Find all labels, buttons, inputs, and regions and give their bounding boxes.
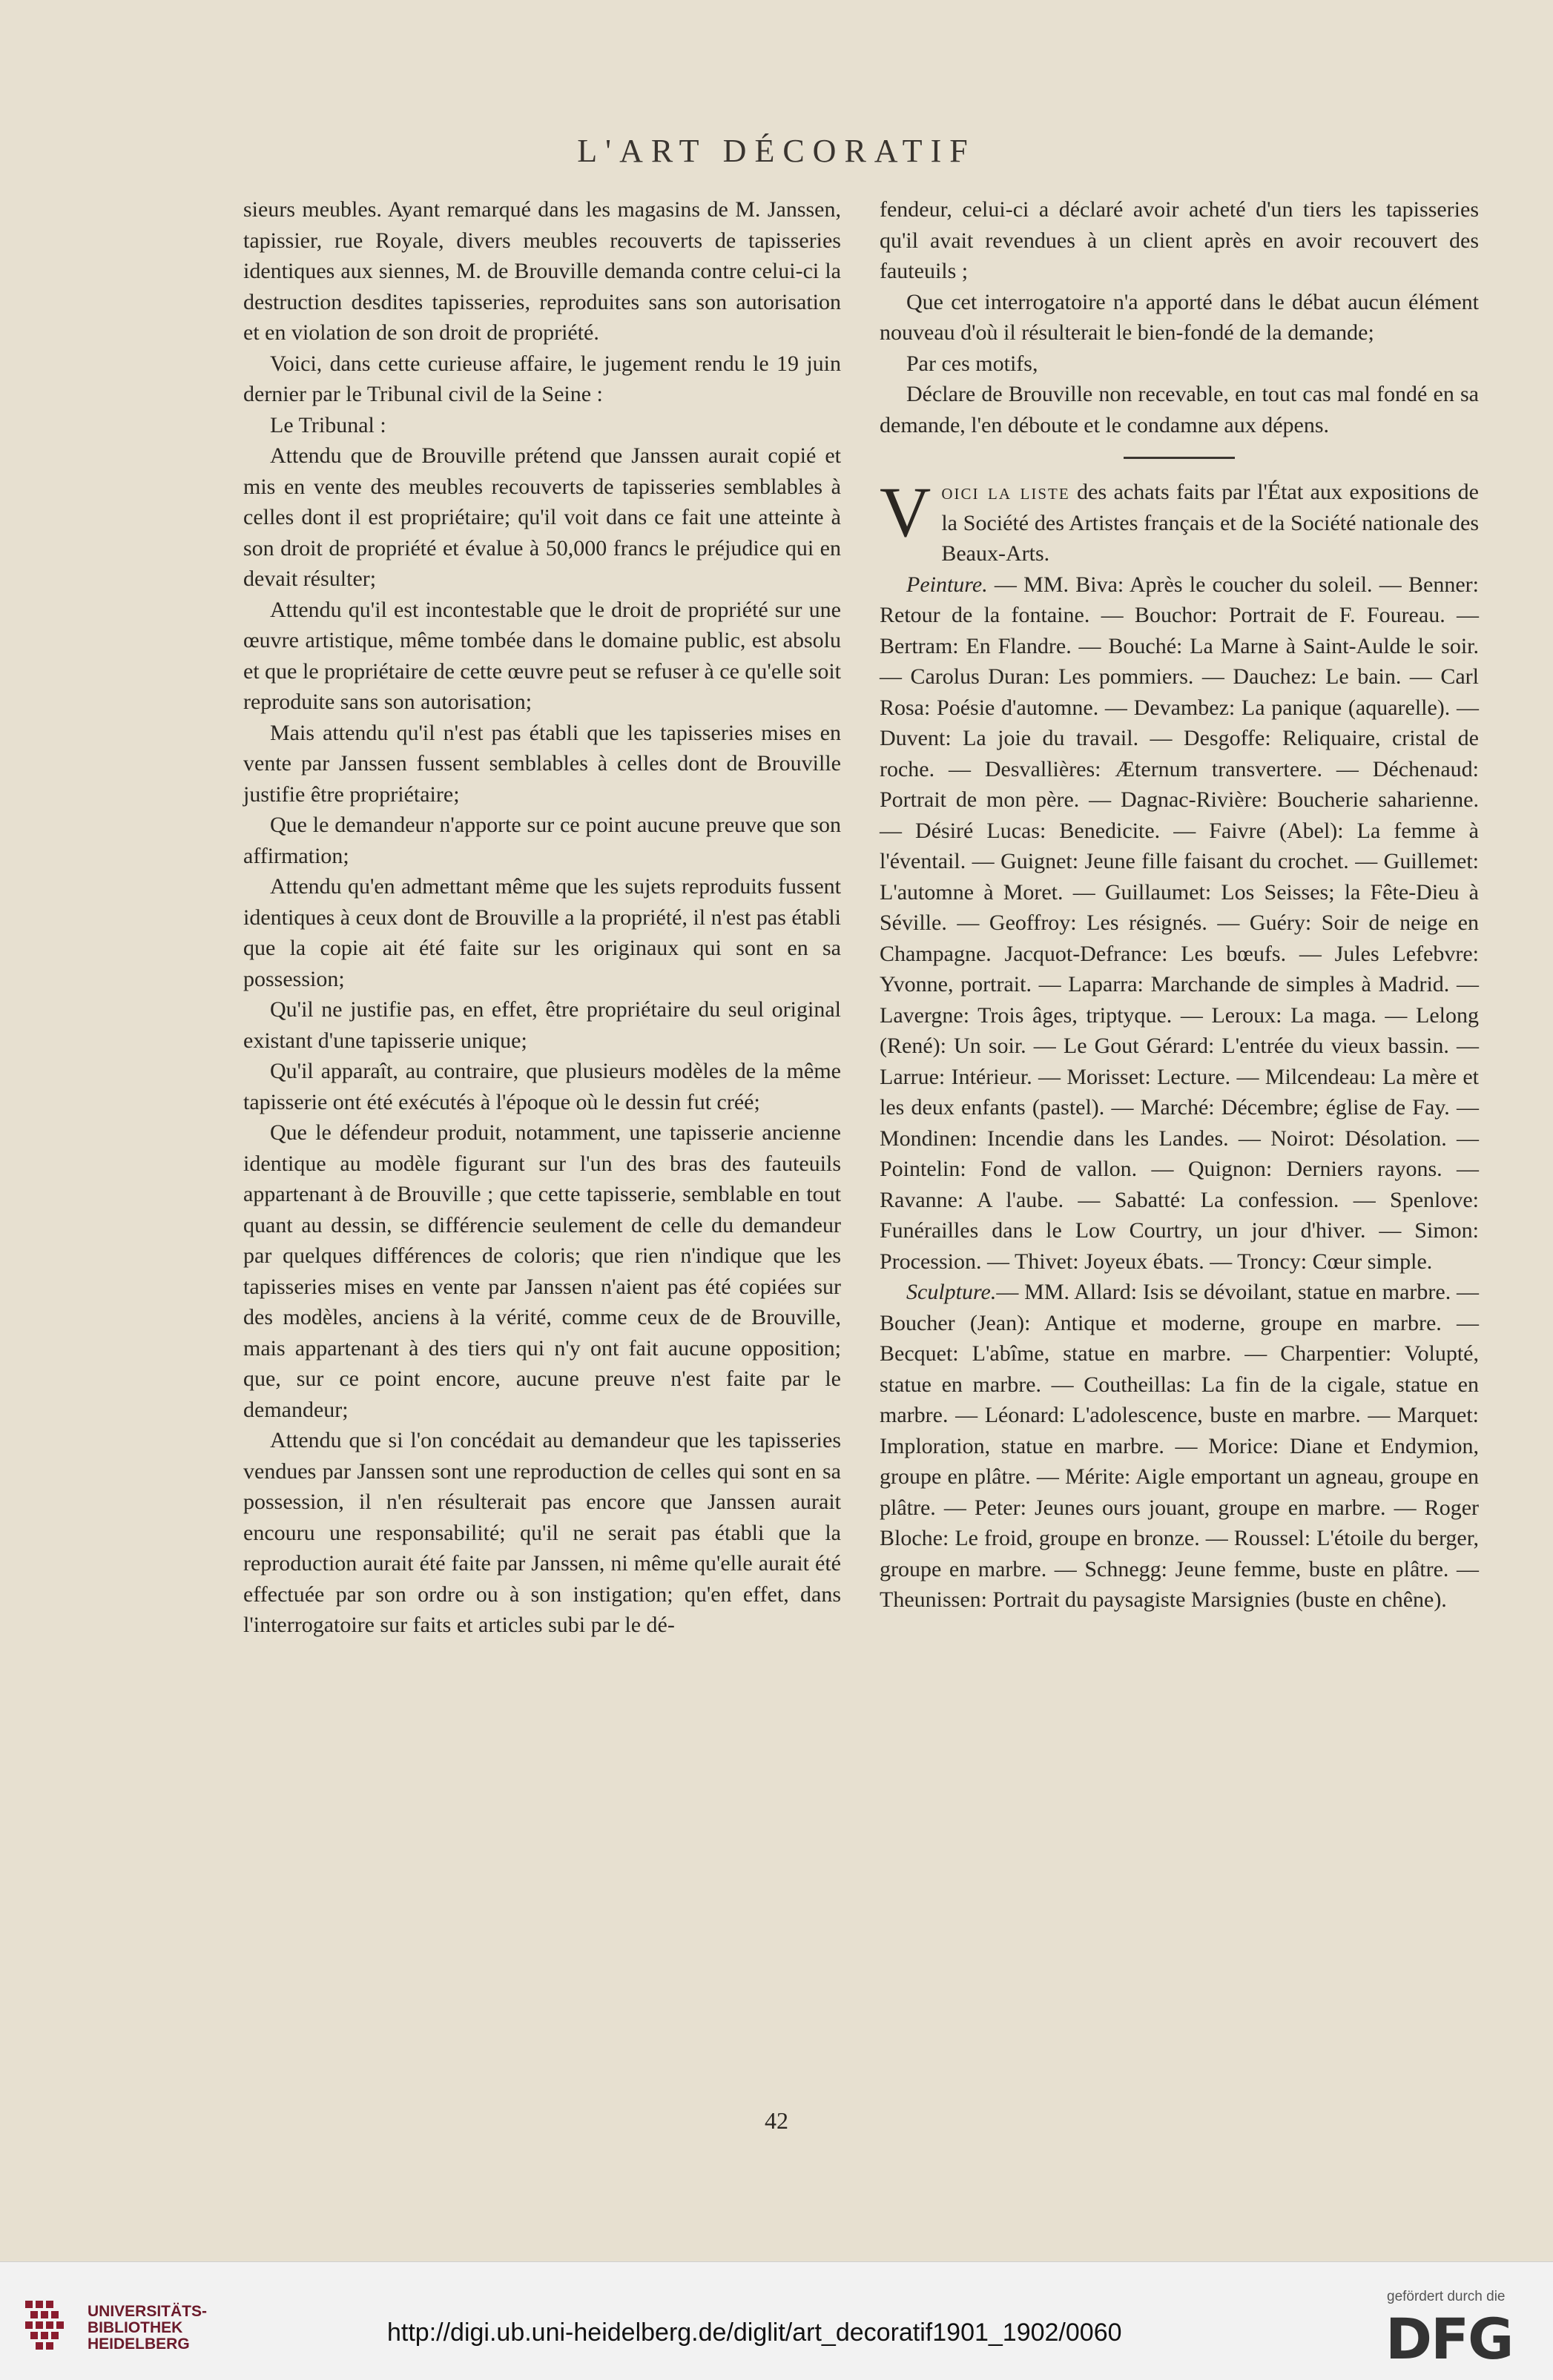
paragraph: fendeur, celui-ci a déclaré avoir acheté d'un tiers les tapisseries qu'il avait revendues à un client après en avoir recouvert des fauteuils ;	[880, 197, 1479, 283]
drop-cap: V	[880, 472, 932, 552]
permalink-url[interactable]: http://digi.ub.uni-heidelberg.de/diglit/art_decoratif1901_1902/0060	[387, 2318, 1122, 2347]
paragraph: sieurs meubles. Ayant remarqué dans les magasins de M. Janssen, tapissier, rue Royale, divers meubles recouverts de tapisseries identiques aux siennes, M. de Brouville demanda contre celui-ci la destruction desdites tapisseries, reproduites sans son autorisation et en violation de son droit de propriété.	[243, 197, 841, 345]
notice-text: des achats faits par l'État aux expositions de la Société des Artistes français et de la Société nationale des Beaux-Arts.	[941, 480, 1479, 566]
sculpture-list	[880, 1277, 1479, 1616]
right-column	[880, 194, 1479, 1616]
paragraph: Que le demandeur n'apporte sur ce point aucune preuve que son affirmation;	[243, 813, 841, 868]
library-name-line: UNIVERSITÄTS-	[88, 2303, 208, 2320]
paragraph: Qu'il ne justifie pas, en effet, être propriétaire du seul original existant d'une tapisserie unique;	[243, 997, 841, 1053]
viewer-footer	[0, 2261, 1553, 2380]
painting-list	[880, 569, 1479, 1277]
paragraph: Que le défendeur produit, notamment, une tapisserie ancienne identique au modèle figurant sur l'un des bras des fauteuils appartenant à de Brouville ; que cette tapisserie, semblable en tout quant au dessin, se différencie seulement de celle du demandeur par quelques différences de coloris; que rien n'indique que les tapisseries mises en vente par Janssen n'aient pas été copiées sur des modèles, anciens à la vérité, comme ceux de de Brouville, mais appartenant à des tiers qui n'y ont fait aucune opposition; que, sur ce point encore, aucune preuve n'est faite par le demandeur;	[243, 1120, 841, 1422]
paragraph: Par ces motifs,	[906, 351, 1038, 376]
dfg-logo: DFG	[1385, 2306, 1513, 2372]
painting-text: — MM. Biva: Après le coucher du soleil. — Benner: Retour de la fontaine. — Bouchor: Portrait de F. Foureau. — Bertram: En Flandre. — Bouché: La Marne à Saint-Aulde le soir. — Carolus Duran: Les pommiers. — Dauchez: Le bain. — Carl Rosa: Poésie d'automne. — Devambez: La panique (aquarelle). — Duvent: La joie du travail. — Desgoffe: Reliquaire, cristal de roche. — Desvallières: Æternum transvertere. — Déchenaud: Portrait de mon père. — Dagnac-Rivière: Boucherie saharienne. — Désiré Lucas: Benedicite. — Faivre (Abel): La femme à l'éventail. — Guignet: Jeune fille faisant du crochet. — Guillemet: L'automne à Moret. — Guillaumet: Los Seisses; la Fête-Dieu à Séville. — Geoffroy: Les résignés. — Guéry: Soir de neige en Champagne. Jacquot-Defrance: Les bœufs. — Jules Lefebvre: Yvonne, portrait. — Laparra: Marchande de simples à Madrid. — Lavergne: Trois âges, triptyque. — Leroux: La maga. — Lelong (René): Un soir. — Le Gout Gérard: L'entrée du vieux bassin. — Larrue: Intérieur. — Morisset: Lecture. — Milcendeau: La mère et les deux enfants (pastel). — Marché: Décembre; église de Fay. — Mondinen: Incendie dans les Landes. — Noirot: Désolation. — Pointelin: Fond de vallon. — Quignon: Derniers rayons. — Ravanne: A l'aube. — Sabatté: La confession. — Spenlove: Funérailles dans le Low Courtry, un jour d'hiver. — Simon: Procession. — Thivet: Joyeux ébats. — Troncy: Cœur simple.	[880, 572, 1479, 1274]
paragraph: Voici, dans cette curieuse affaire, le jugement rendu le 19 juin dernier par le Tribunal civil de la Seine :	[243, 351, 841, 406]
sculpture-label: Sculpture.	[906, 1280, 997, 1304]
paragraph: Déclare de Brouville non recevable, en tout cas mal fondé en sa demande, l'en déboute et le condamne aux dépens.	[880, 382, 1479, 437]
running-title: L'ART DÉCORATIF	[577, 133, 976, 169]
notice-lead: oici la liste	[941, 480, 1070, 504]
library-name-line: HEIDELBERG	[88, 2336, 190, 2353]
paragraph: Attendu que si l'on concédait au demandeur que les tapisseries vendues par Janssen sont une reproduction de celles qui sont en sa possession, il n'en résulterait pas encore que Janssen aurait encouru une responsabilité; qu'il ne serait pas établi que la reproduction aurait été faite par Janssen, ni même qu'elle aurait été effectuée par son ordre ou à son instigation; qu'en effet, dans l'interrogatoire sur faits et articles subi par le dé-	[243, 1428, 841, 1637]
purchase-notice	[880, 472, 1479, 569]
paragraph: Qu'il apparaît, au contraire, que plusieurs modèles de la même tapisserie ont été exécutés à l'époque où le dessin fut créé;	[243, 1059, 841, 1114]
paragraph: Attendu qu'il est incontestable que le droit de propriété sur une œuvre artistique, même tombée dans le domaine public, est absolu et que le propriétaire de cette œuvre peut se refuser à ce qu'elle soit reproduite sans son autorisation;	[243, 597, 841, 714]
paragraph: Mais attendu qu'il n'est pas établi que les tapisseries mises en vente par Janssen fussent semblables à celles dont de Brouville justifie être propriétaire;	[243, 720, 841, 807]
paragraph: Attendu que de Brouville prétend que Janssen aurait copié et mis en vente des meubles recouverts de tapisseries semblables à celles dont il est propriétaire; qu'il voit dans ce fait une atteinte à son droit de propriété et évalue à 50,000 francs le préjudice qui en devait résulter;	[243, 443, 841, 591]
painting-label: Peinture.	[906, 572, 988, 597]
sculpture-text: — MM. Allard: Isis se dévoilant, statue en marbre. — Boucher (Jean): Antique et moderne, groupe en marbre. — Becquet: L'abîme, statue en marbre. — Charpentier: Volupté, statue en marbre. — Coutheillas: La fin de la cigale, statue en marbre. — Léonard: L'adolescence, buste en marbre. — Marquet: Imploration, statue en marbre. — Morice: Diane et Endymion, groupe en plâtre. — Mérite: Aigle emportant un agneau, groupe en plâtre. — Peter: Jeunes ours jouant, groupe en marbre. — Roger Bloche: Le froid, groupe en bronze. — Roussel: L'étoile du berger, groupe en marbre. — Schnegg: Jeune femme, buste en plâtre. — Theunissen: Portrait du paysagiste Marsignies (buste en chêne).	[880, 1280, 1479, 1612]
library-name	[88, 2304, 207, 2353]
section-divider	[1124, 457, 1235, 459]
paragraph: Attendu qu'en admettant même que les sujets reproduits fussent identiques à ceux dont de Brouville a la propriété, il n'est pas établi que la copie ait été faite sur les originaux qui sont en sa possession;	[243, 874, 842, 991]
funding-label: gefördert durch die	[1387, 2289, 1506, 2304]
paragraph: Que cet interrogatoire n'a apporté dans le débat aucun élément nouveau d'où il résulterait le bien-fondé de la demande;	[880, 289, 1479, 345]
page-number: 42	[765, 2107, 788, 2134]
left-column	[243, 194, 841, 1641]
paragraph: Le Tribunal :	[270, 412, 386, 437]
library-logo-icon	[21, 2295, 79, 2353]
library-name-line: BIBLIOTHEK	[88, 2319, 183, 2336]
